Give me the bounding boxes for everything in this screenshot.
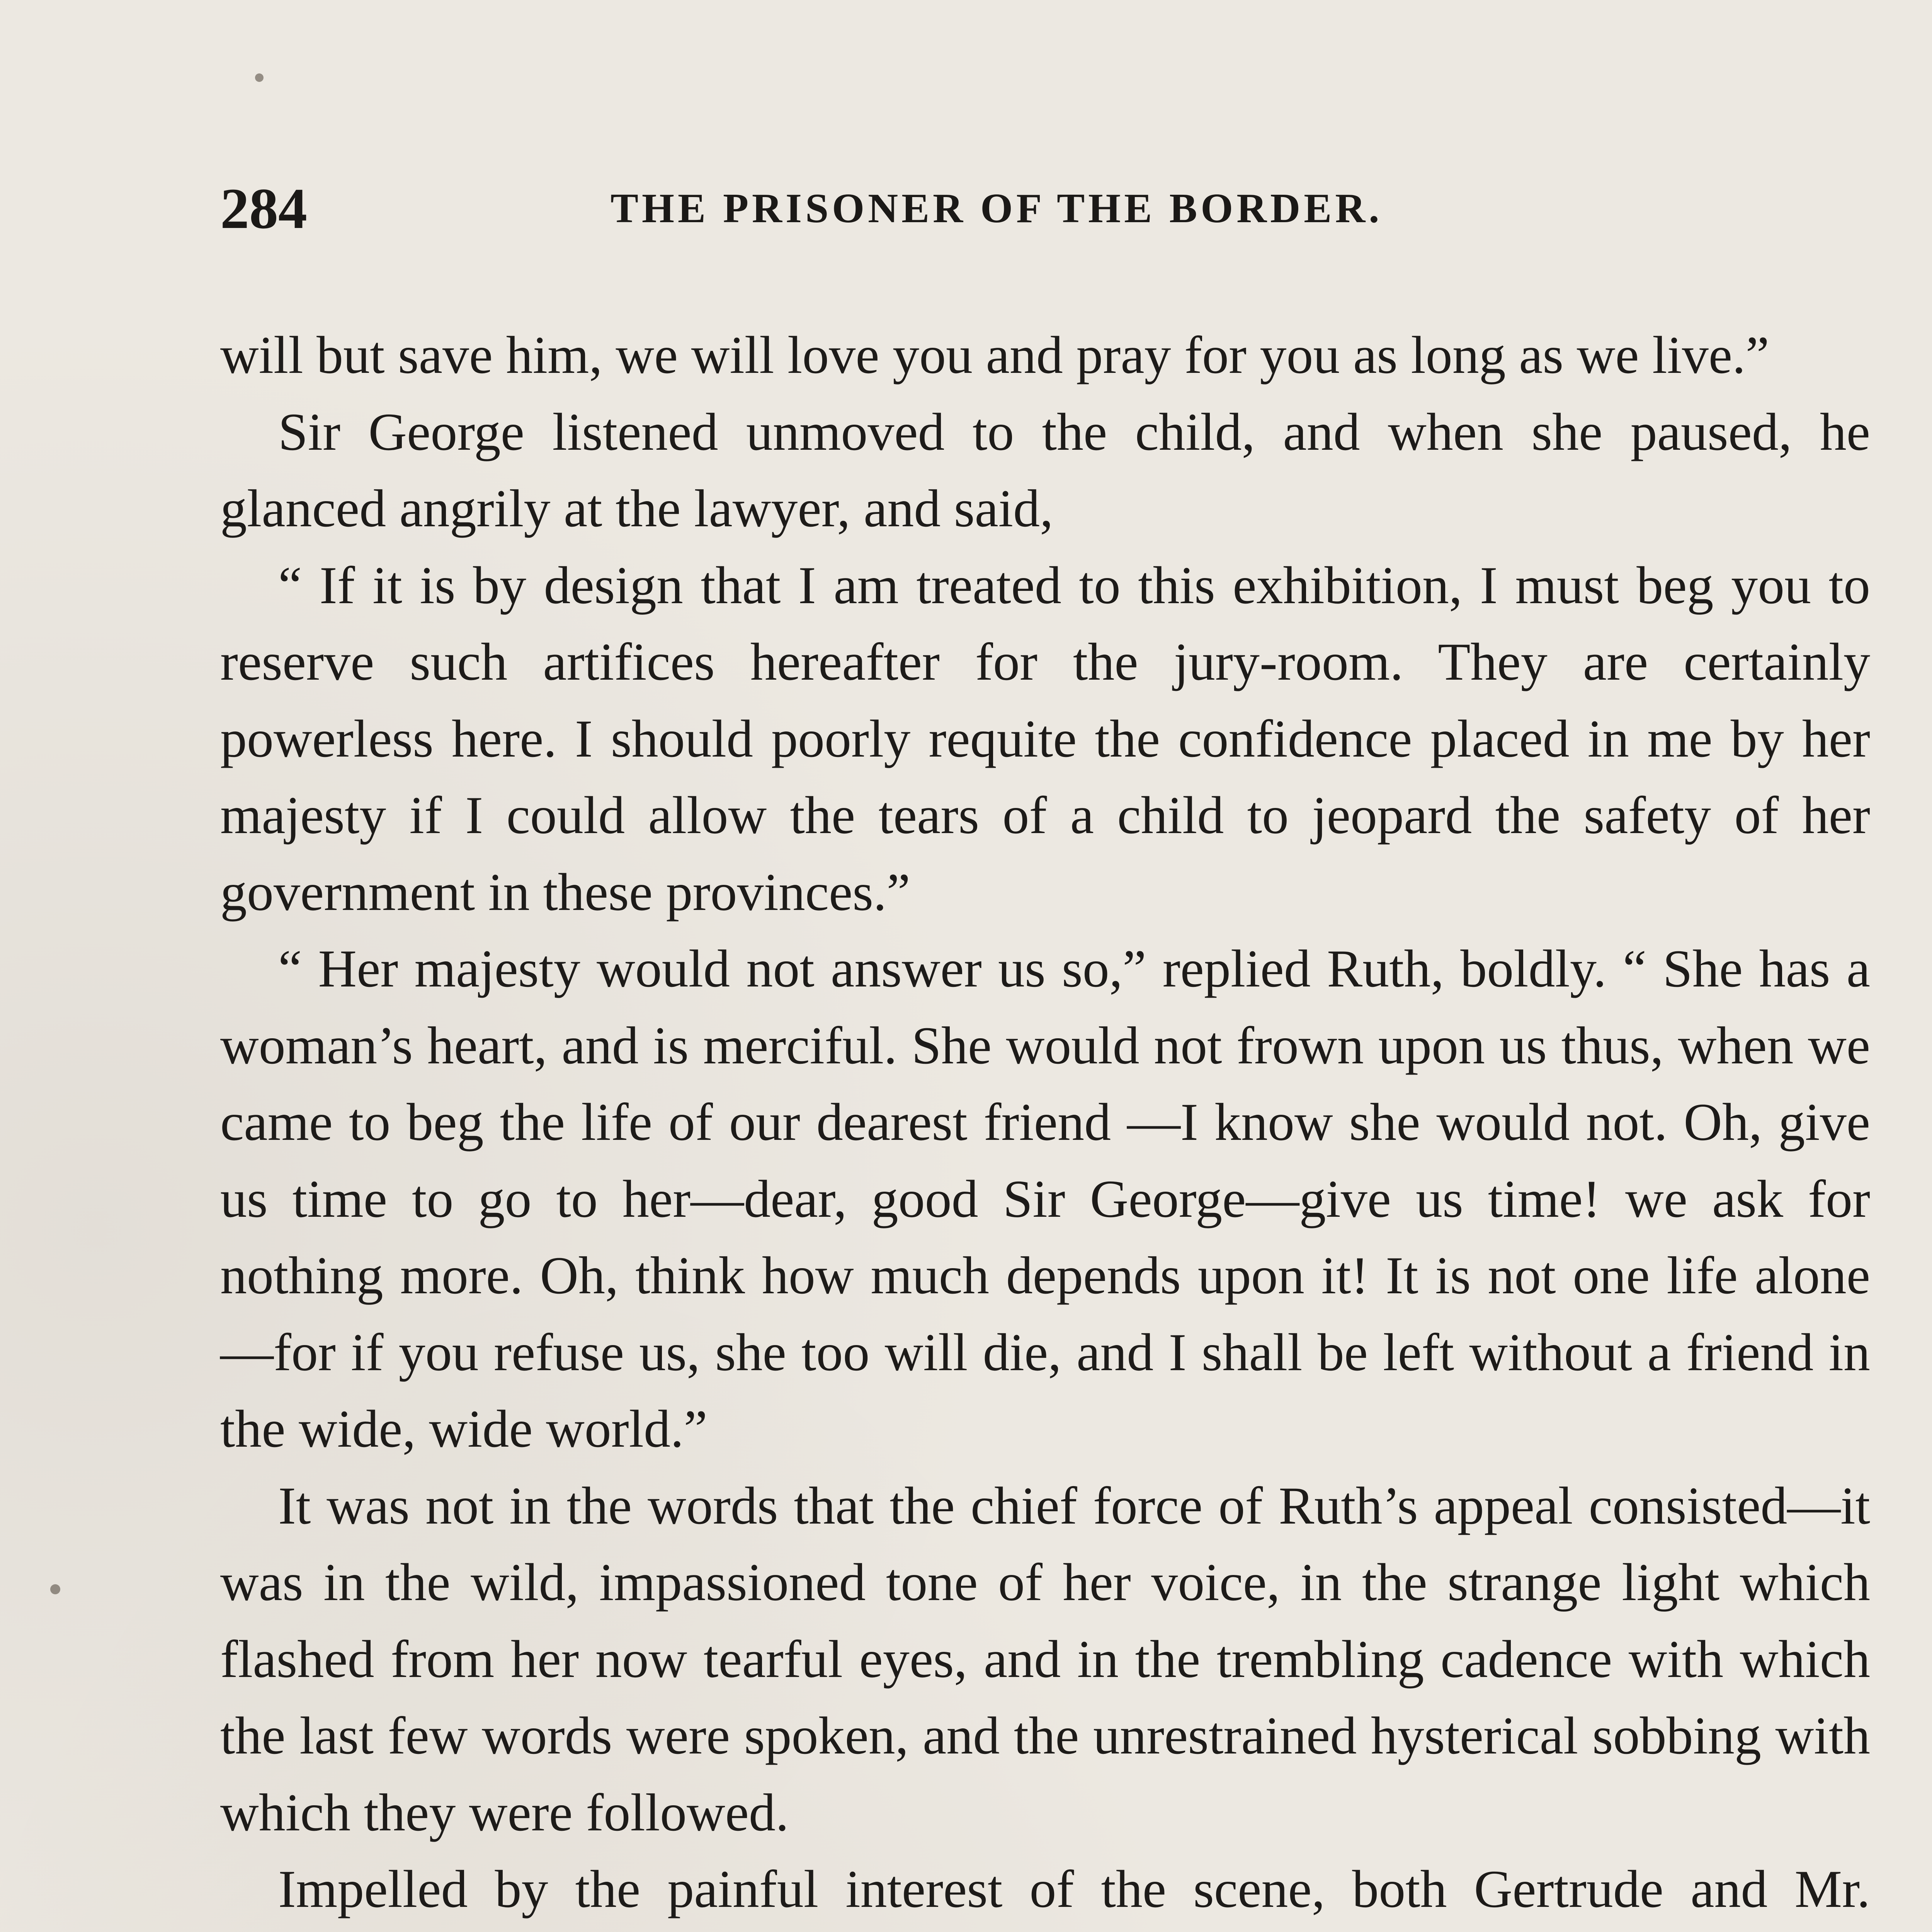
paragraph-5: It was not in the words that the chief force of Ruth’s appeal consisted—it was in the wild, impassioned tone of her voice, in the strange light which flashed from her now tearful eyes, and in the trembling cadence with which the last few words were spoken, and the unrestrained hysterical sobbing with which they were followed. xyxy=(220,1476,1870,1842)
running-head xyxy=(220,170,1862,247)
paragraph-2: Sir George listened unmoved to the child, and when she paused, he glanced angrily at the lawyer, and said, xyxy=(220,402,1870,538)
paragraph-1: will but save him, we will love you and pray for you as long as we live.” xyxy=(220,325,1769,384)
running-title: THE PRISONER OF THE BORDER. xyxy=(611,185,1383,231)
page-number: 284 xyxy=(220,177,307,241)
paragraph-4: “ Her majesty would not answer us so,” replied Ruth, boldly. “ She has a woman’s heart, and is merciful. She would not frown upon us thus, when we came to beg the life of our dearest friend —I know she would not. Oh, give us time to go to her—dear, good Sir George—give us time! we ask for nothing more. Oh, think how much depends upon it! It is not one life alone—for if you refuse us, she too will die, and I shall be left without a friend in the wide, wide world.” xyxy=(220,939,1870,1458)
paper-speck xyxy=(50,1584,60,1594)
body-text xyxy=(220,317,1870,1932)
paper-speck xyxy=(255,73,264,82)
paragraph-3: “ If it is by design that I am treated to this exhibition, I must beg you to reserve such artifices hereafter for the jury-room. They are certainly powerless here. I should poorly requite the confidence placed in me by her majesty if I could allow the tears of a child to jeopard the safety of her government in these provinces.” xyxy=(220,555,1870,922)
paragraph-6: Impelled by the painful interest of the scene, both Gertrude and Mr. xyxy=(278,1859,1870,1918)
